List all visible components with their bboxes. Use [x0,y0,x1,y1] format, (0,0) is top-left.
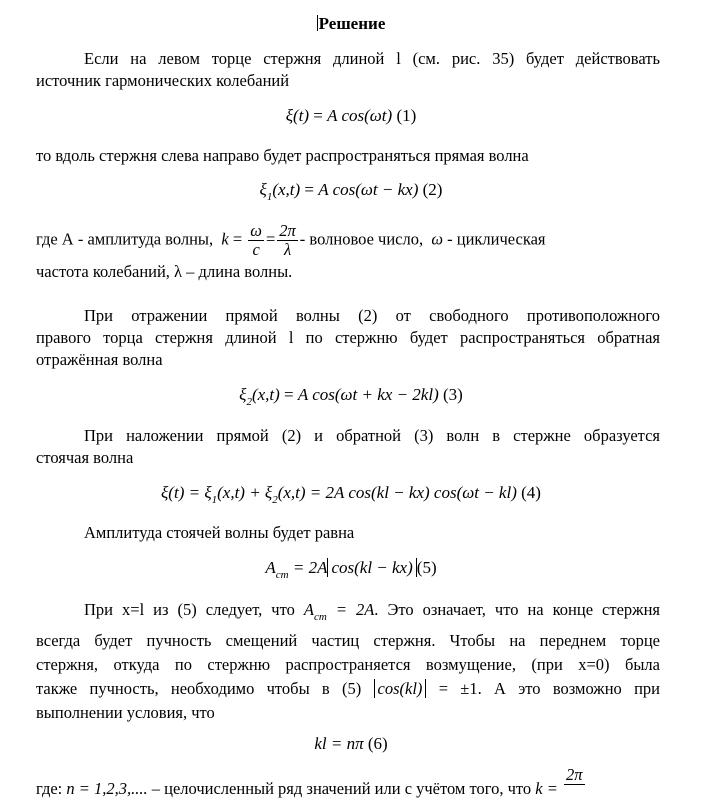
paragraph-3-line-1: где А - амплитуда волны, k = $\frac{\omega}{c}$ = $\frac{2\pi}{\lambda}$ - волновое число, ω - циклическая [36,221,546,259]
equation-3-tag: (3) [442,385,463,404]
paragraph-4-line-1: При отражении прямой волны (2) от свободного противоположного [84,306,660,325]
paragraph-7-line-4-start: также пучность, необходимо чтобы в (5) [36,679,374,698]
paragraph-1-line-2: источник гармонических колебаний [36,71,290,90]
equation-2-lhs-args: (x,t) [272,180,301,199]
equation-4-args-2: (x,t) [277,483,306,502]
equation-4-tag: (4) [521,483,541,502]
paragraph-8-k: k = [535,779,562,798]
paragraph-3-start: где А - амплитуда волны, [36,229,214,249]
omega-symbol: ω [431,229,443,249]
paragraph-7-cos: cos(kl) [374,679,427,698]
text-cursor [317,15,318,31]
equation-4-sub-1: 1 [211,494,218,506]
heading [0,14,702,34]
paragraph-8-fraction-num: 2π [566,765,583,784]
paragraph-7-line-4-end: . А это возможно при [477,679,660,698]
paragraph-4-line-3: отражённая волна [36,350,163,369]
paragraph-1-line-1: Если на левом торце стержня длиной l (см. рис. 35) будет действовать [84,49,660,68]
equation-1-rhs: A cos(ωt) [327,106,393,125]
paragraph-8-n: n = 1,2,3,.... [66,779,148,798]
equation-2: $\xi_1(x,t) = A$ cos(ωt − kx) (2) [259,180,443,203]
equation-1-tag: (1) [396,106,417,125]
paragraph-7 [36,598,660,725]
paragraph-7-line-3: стержня, откуда по стержню распространяется возмущение, (при x=0) была [36,655,660,674]
equation-4 [0,483,702,506]
paragraph-3-line-2: частота колебаний, λ – длина волны. [36,262,293,281]
fraction-omega-c [248,222,264,259]
paragraph-7-line-1 [36,598,660,629]
equation-2-lhs-sub: 1 [266,191,273,203]
paragraph-3-tail: - циклическая [447,229,546,249]
paragraph-5 [36,425,660,469]
equation-4-sub-2: 2 [272,494,278,506]
equation-3-lhs-args: (x,t) [251,385,280,404]
fraction-omega-c-den: c [252,240,260,259]
heading-text: Решение [318,14,386,33]
paragraph-8-mid: – целочисленный ряд значений или с учётом того, что [147,779,536,798]
equation-1: ξ(t) = A cos(ωt) (1) [285,106,417,125]
equation-2-rhs: A cos(ωt − kx) [318,180,419,199]
equation-2-lhs-symbol: ξ [259,180,267,199]
paragraph-7-line-2: всегда будет пучность смещений частиц стержня. Чтобы на переднем торце [36,631,660,650]
equation-5 [0,558,702,581]
equation-6-tag: (6) [367,734,388,753]
equation-3-lhs-symbol: ξ [239,385,247,404]
equation-1-lhs: ξ(t) [285,106,310,125]
paragraph-7-amp-sub: ст [313,611,327,623]
paragraph-6-line-1: Амплитуда стоячей волны будет равна [84,523,355,542]
paragraph-7-line-1-start: При x=l из (5) следует, что [84,600,304,619]
fraction-2pi-lambda-den: λ [283,240,292,259]
equation-5-mid: = 2A [288,558,328,577]
fraction-2pi-lambda-num: 2π [279,221,296,240]
wavenumber-symbol: k [221,229,229,249]
equation-5-lhs: A [265,558,276,577]
paragraph-6 [36,522,660,544]
equation-5-abs: cos(kl − kx) [327,558,416,577]
paragraph-7-amp-eq: = 2A [326,600,375,619]
fraction-omega-c-num: ω [250,221,262,240]
fraction-2pi-lambda [277,222,298,259]
equation-4-lhs: ξ(t) = [161,483,205,502]
equation-3-lhs-sub: 2 [246,396,252,408]
paragraph-5-line-2: стоячая волна [36,448,134,467]
equation-4-xi-1: ξ [204,483,212,502]
paragraph-7-line-4-eq: = ±1 [426,679,478,698]
equation-4-rhs: = 2A cos(kl − kx) cos(ωt − kl) [305,483,517,502]
paragraph-3 [36,222,660,283]
paragraph-4-line-2: правого торца стержня длиной l по стержню будет распространяться обратная [36,328,660,347]
equation-5-lhs-sub: ст [275,569,289,581]
equation-2-tag: (2) [422,180,443,199]
paragraph-7-amp: A [303,600,314,619]
equation-3-rhs: A cos(ωt + kx − 2kl) [297,385,439,404]
equation-6 [0,734,702,754]
paragraph-2-line-1: то вдоль стержня слева направо будет распространяться прямая волна [36,146,529,165]
paragraph-5-line-1: При наложении прямой (2) и обратной (3) волн в стержне образуется [84,426,660,445]
paragraph-7-line-5: выполнении условия, что [36,703,215,722]
equation-4-xi-2: ξ [264,483,273,502]
paragraph-8-start: где: [36,779,67,798]
paragraph-7-line-4 [36,677,660,701]
paragraph-7-line-1-end: . Это означает, что на конце стержня [374,600,660,619]
equation-4-args-1: (x,t) + [217,483,265,502]
equation-3: $\xi_2(x,t) = A$ cos(ωt + kx − 2kl) (3) [239,385,463,408]
equation-6-expr: kl = nπ [314,734,364,753]
paragraph-4 [36,305,660,371]
paragraph-3-end: - волновое число, [299,229,424,249]
equation-5-tag: (5) [416,558,437,577]
paragraph-2 [36,145,660,167]
paragraph-1 [36,48,660,92]
paragraph-8-fraction [564,766,585,785]
